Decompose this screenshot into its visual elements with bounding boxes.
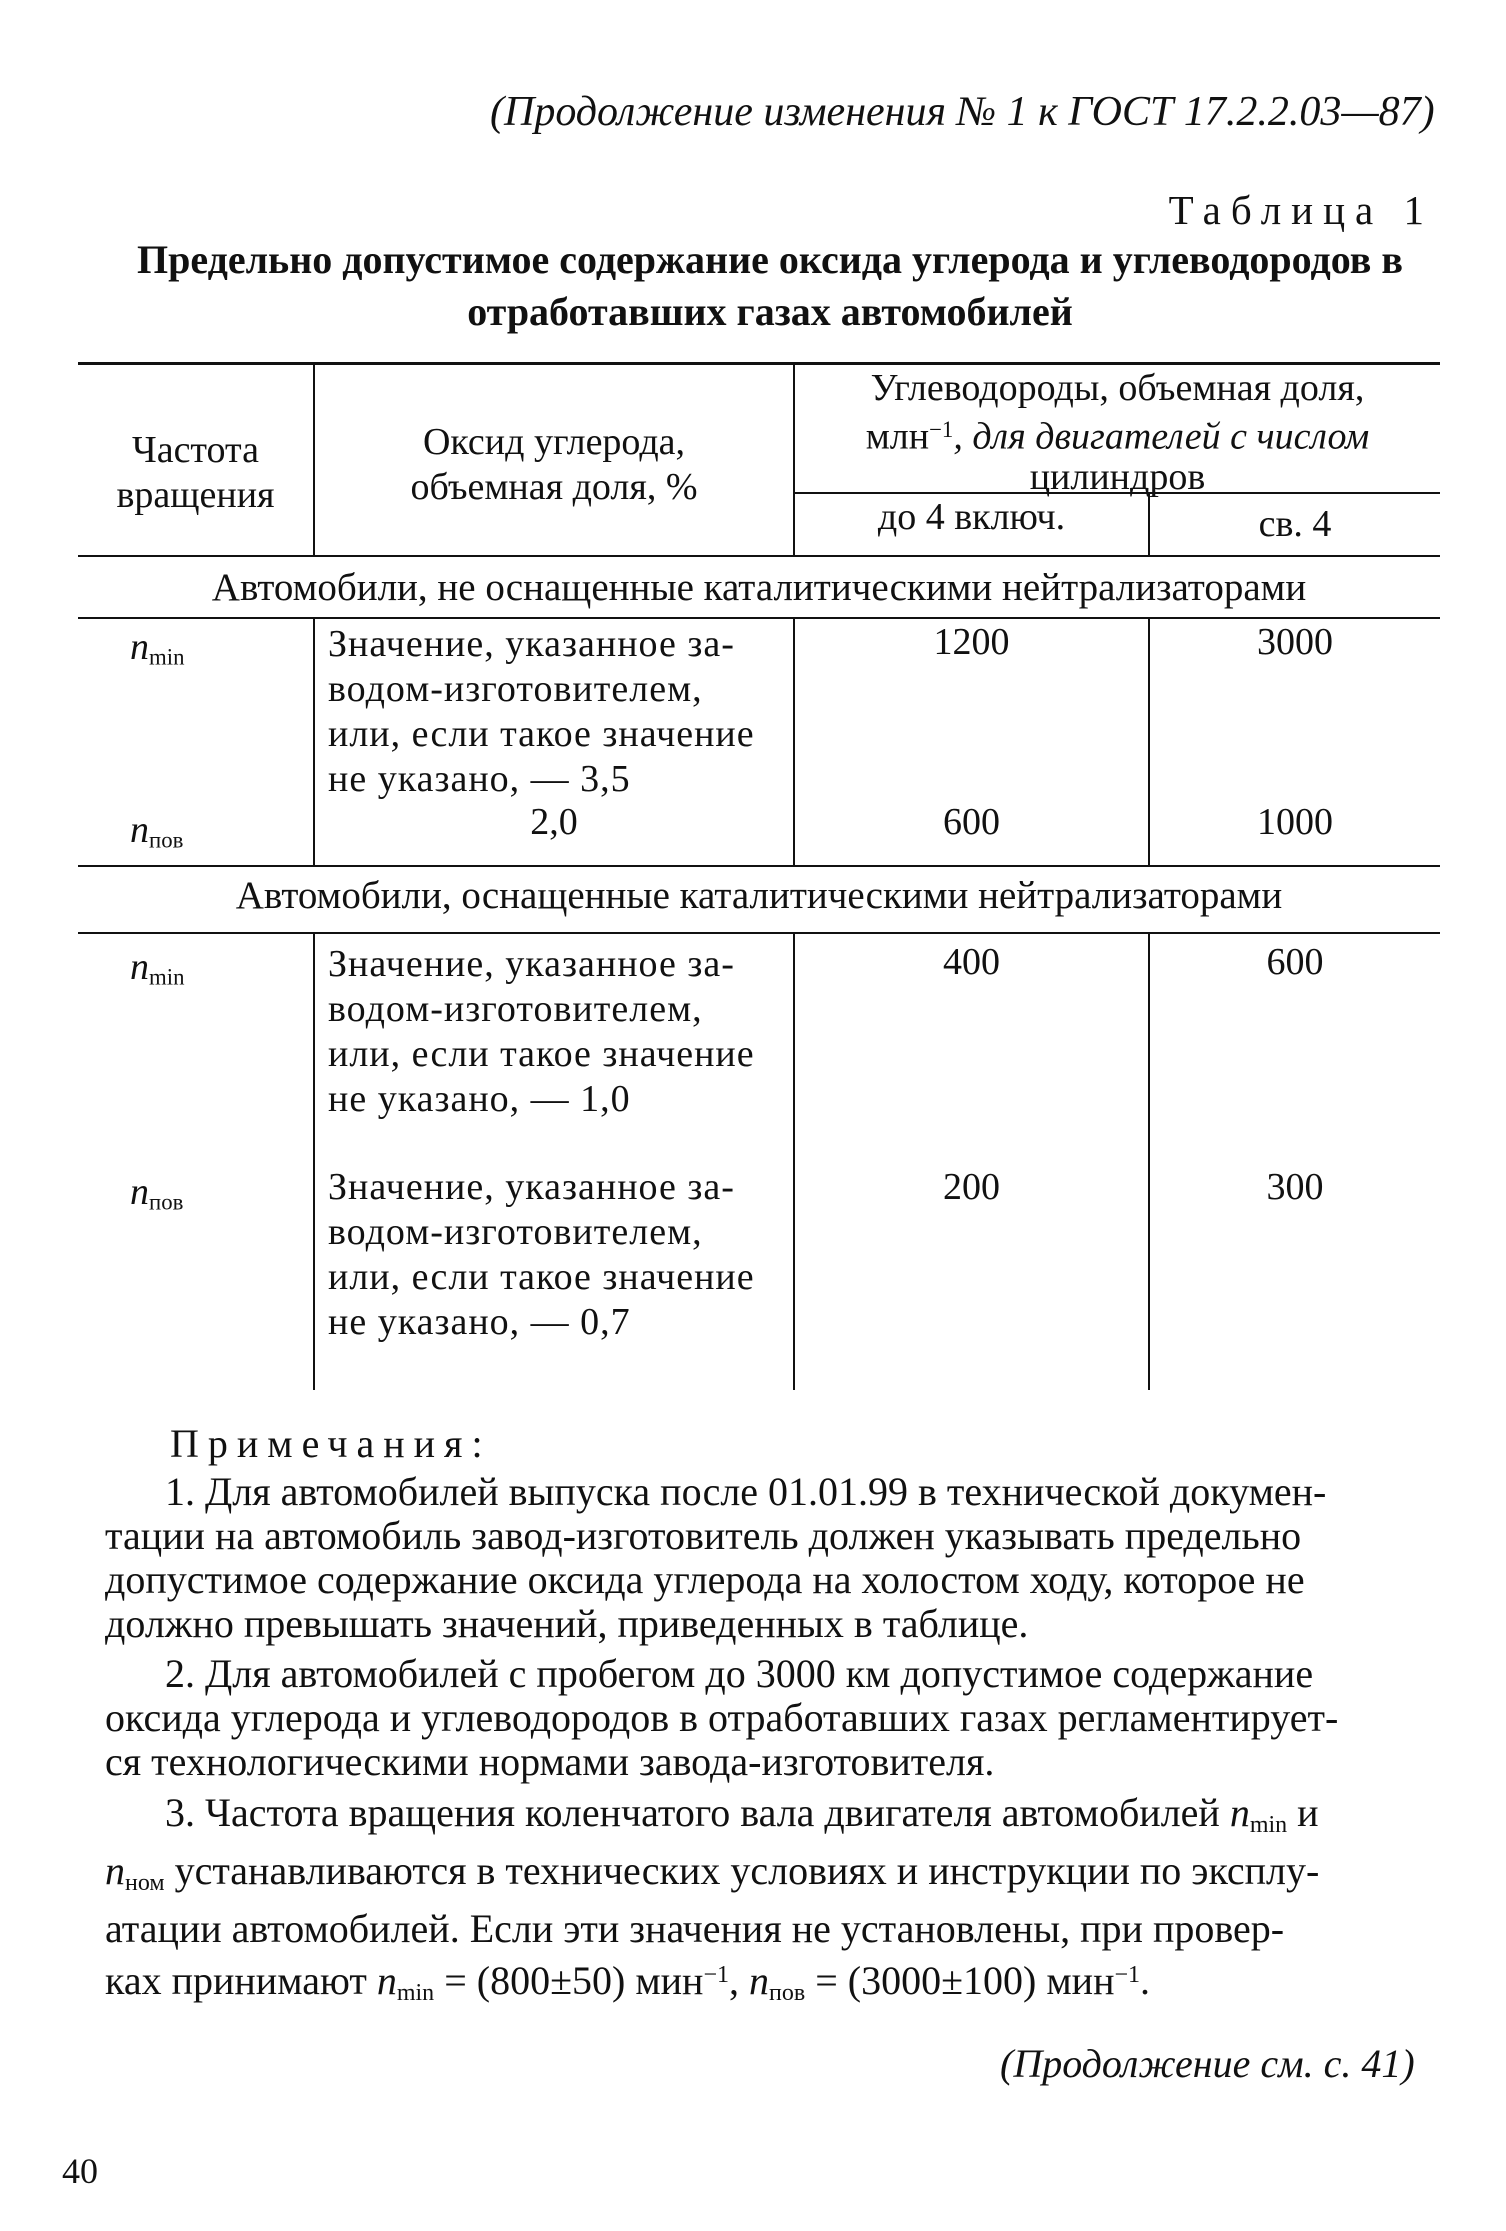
table-title-line-1: Предельно допустимое содержание оксида углерода и углеводородов в [137,237,1403,282]
sub-min: min [1249,1812,1288,1838]
note-2-line-3: ся технологическими нормами завода-изготовителя. [105,1739,995,1784]
vline-1-s2 [313,934,315,1390]
co-text-line3: или, если такое значение [328,1033,755,1075]
note-3-and: и [1297,1790,1319,1835]
n-symbol: n [105,1848,125,1893]
section1-bottom-rule [78,865,1440,867]
sub-min: min [149,644,185,670]
s1-nmin-co [328,622,755,802]
note-1 [105,1470,1415,1646]
co-text-line2: водом-изготовителем, [328,668,703,710]
co-value: 0,7 [580,1301,631,1343]
s1-nmin-label [130,625,184,680]
col-header-co-line1: Оксид углерода, [422,421,686,463]
n-symbol: n [130,946,149,988]
sub-pov: пов [149,1189,184,1215]
section-1-title: Автомобили, не оснащенные каталитическими нейтрализаторами [211,566,1307,609]
s2-nmin-co [328,942,755,1122]
col-header-co-line2: объемная доля, % [410,466,698,508]
s2-nmin-hc1: 400 [943,941,1000,983]
s2-npov-hc1: 200 [943,1166,1000,1208]
sub-pov: пов [769,1980,806,2006]
col-header-speed-line2: вращения [116,474,275,516]
comma: , [729,1958,740,2003]
s2-nmin-label [130,945,184,1000]
s1-npov-co: 2,0 [530,801,578,843]
col-header-hc-line1: Углеводороды, объемная доля, [870,367,1365,409]
co-text-prefix: не указано, — [328,1301,570,1343]
sub-pov: пов [149,827,184,853]
page-number: 40 [62,2151,98,2191]
note-3-eq1: = (800±50) мин [444,1958,704,2003]
exp: −1 [703,1962,730,1988]
n-symbol: n [130,626,149,668]
co-text-line1: Значение, указанное за- [328,943,735,985]
s1-nmin-hc2: 3000 [1257,621,1333,663]
col-header-hc [795,368,1440,498]
header-bottom-rule [78,555,1440,557]
n-symbol: n [130,809,149,851]
s2-npov-label [130,1170,183,1225]
co-value: 1,0 [580,1078,631,1120]
vline-3-s2 [1148,934,1150,1390]
col-header-hc-sub1: до 4 включ. [877,496,1066,538]
table-title-line-2: отработавших газах автомобилей [467,289,1073,334]
co-text-line2: водом-изготовителем, [328,1211,703,1253]
note-3-line-2 [105,1848,1415,1906]
co-text-line3: или, если такое значение [328,713,755,755]
section2-rule [78,932,1440,934]
n-symbol: n [376,1958,397,2003]
note-2-line-2: оксида углерода и углеводородов в отработавших газах регламентирует- [105,1695,1339,1740]
co-text-line1: Значение, указанное за- [328,1166,735,1208]
table-rule-top [78,362,1440,365]
s1-npov-label [130,808,183,863]
co-text-line4 [328,757,755,802]
section-2-title: Автомобили, оснащенные каталитическими нейтрализаторами [235,874,1283,917]
note-2-line-1 [105,1652,1415,1696]
col-header-speed [78,428,313,518]
note-1-text-1: 1. Для автомобилей выпуска после 01.01.99 в технической докумен- [165,1469,1327,1514]
col-header-hc-line2 [795,409,1440,457]
note-3-line-4 [105,1952,1415,2016]
sub-min: min [396,1980,435,2006]
col-header-co [315,420,793,510]
co-text-prefix: не указано, — [328,758,570,800]
section1-rule [78,617,1440,619]
sub-nom: ном [125,1870,165,1896]
table-label: Таблица 1 [1168,187,1434,233]
co-text-prefix: не указано, — [328,1078,570,1120]
note-1-line-3: допустимое содержание оксида углерода на холостом ходу, которое не [105,1557,1305,1602]
sub-min: min [149,964,185,990]
period: . [1140,1958,1151,2003]
note-1-line-2: тации на автомобиль завод-изготовитель должен указывать предельно [105,1513,1302,1558]
col-header-hc-line3: цилиндров [1029,456,1206,499]
co-text-line4 [328,1077,755,1122]
col-header-speed-line1: Частота [132,429,259,471]
note-1-line-4: должно превышать значений, приведенных в таблице. [105,1601,1029,1646]
n-symbol: n [130,1171,149,1213]
exp: −1 [1114,1962,1141,1988]
col-header-hc-sub2: св. 4 [1258,503,1332,545]
s1-npov-hc2: 1000 [1257,801,1333,843]
note-3 [105,1790,1415,2016]
note-3-eq2: = (3000±100) мин [815,1958,1115,2003]
running-header: (Продолжение изменения № 1 к ГОСТ 17.2.2.03—87) [490,89,1435,135]
note-3-text-2: устанавливаются в технических условиях и инструкции по эксплу- [174,1848,1320,1893]
hc-unit-exp: −1 [929,417,954,442]
notes-heading: Примечания: [170,1421,492,1466]
co-text-line1: Значение, указанное за- [328,623,735,665]
note-3-text-1: 3. Частота вращения коленчатого вала двигателя автомобилей [165,1790,1220,1835]
co-text-line2: водом-изготовителем, [328,988,703,1030]
co-text-line4 [328,1300,755,1345]
note-1-line-1 [105,1470,1415,1514]
note-2-text-1: 2. Для автомобилей с пробегом до 3000 км допустимое содержание [165,1651,1314,1696]
vline-2-s2 [793,934,795,1390]
s1-nmin-hc1: 1200 [933,621,1010,663]
hc-unit: млн [865,415,930,458]
hc-line2-rest: , для двигателей с числом [953,415,1370,458]
continuation-footer: (Продолжение см. с. 41) [1000,2041,1415,2086]
n-symbol: n [1229,1790,1250,1835]
note-3-line-3: атации автомобилей. Если эти значения не установлены, при провер- [105,1906,1285,1951]
co-text-line3: или, если такое значение [328,1256,755,1298]
note-2 [105,1652,1415,1784]
s2-npov-co [328,1165,755,1345]
s1-npov-hc1: 600 [943,801,1000,843]
s2-nmin-hc2: 600 [1266,941,1324,983]
co-value: 3,5 [580,758,631,800]
note-3-text-4a: ках принимают [105,1958,367,2003]
s2-npov-hc2: 300 [1266,1166,1324,1208]
n-symbol: n [749,1958,770,2003]
note-3-line-1 [105,1790,1415,1848]
table-title [100,234,1440,338]
